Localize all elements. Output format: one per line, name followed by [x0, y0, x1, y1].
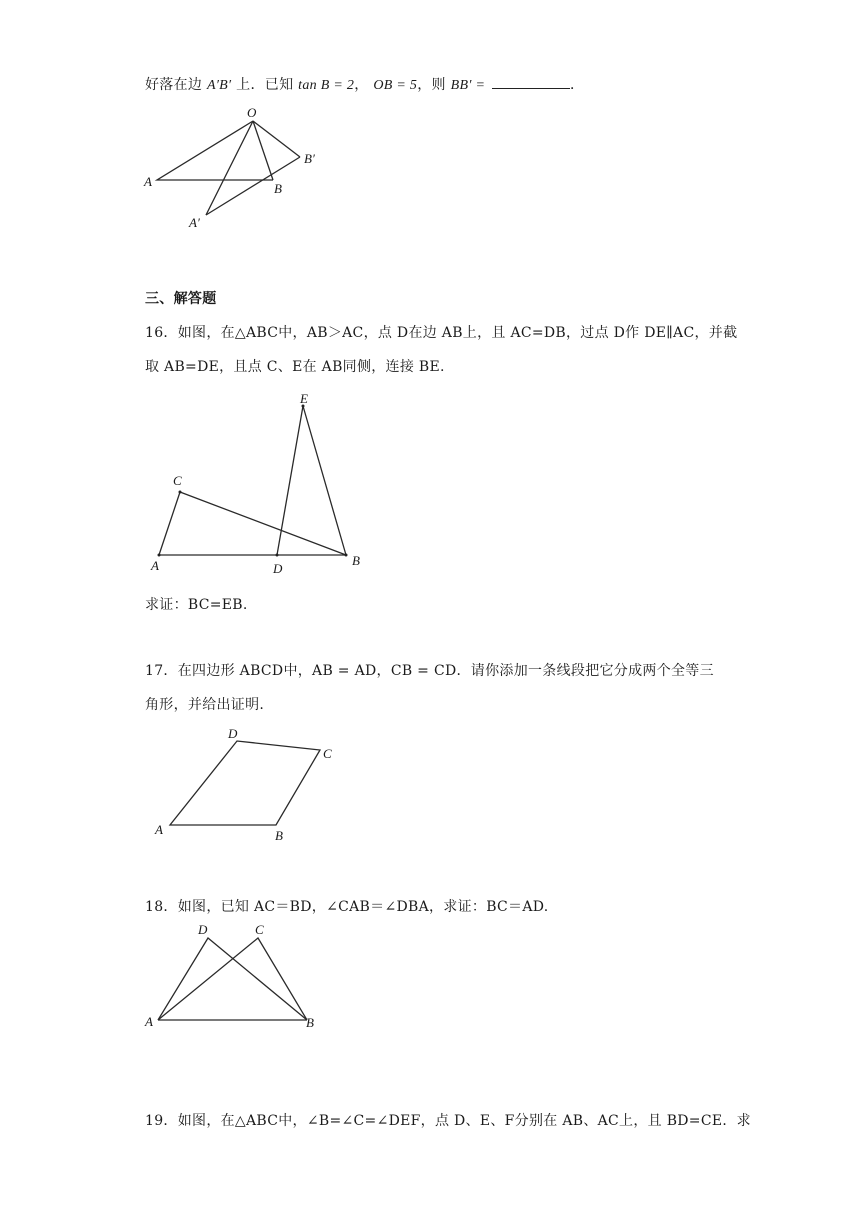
q15-label-Bp: B′ [304, 151, 315, 166]
q18-figure [140, 920, 330, 1035]
q18-segment-AD-DB [158, 938, 307, 1020]
q18-label-D: D [198, 922, 208, 937]
q17-label-C: C [323, 746, 332, 761]
section-title: 三、解答题 [145, 291, 217, 307]
q15-label-O: O [247, 105, 257, 120]
q18-label-A: A [145, 1014, 153, 1029]
q17-line2: 角形，并给出证明. [145, 697, 265, 713]
q16-figure [140, 385, 380, 580]
q15-label-Ap: A′ [189, 215, 200, 230]
answer-blank[interactable] [492, 76, 570, 89]
q18-label-C: C [255, 922, 264, 937]
q16-label-C: C [173, 473, 182, 488]
q17-figure [140, 722, 350, 847]
q18-label-B: B [306, 1015, 314, 1030]
q19-line1: 19．如图，在△ABC中，∠B=∠C=∠DEF，点 D、E、F分别在 AB、AC上，且 BD=CE．求 [145, 1113, 751, 1129]
q15-label-B: B [274, 181, 282, 196]
q17-label-B: B [275, 828, 283, 843]
q15-figure [140, 100, 340, 235]
q17-label-D: D [228, 726, 238, 741]
q15-segment-OB [253, 121, 273, 180]
q16-label-A: A [151, 558, 159, 573]
q15-text-line: 好落在边 A′B′ 上．已知 tan B = 2， OB = 5，则 BB′ = ． [145, 77, 585, 93]
q15-segment: A′B′ [206, 78, 232, 93]
q15-segment-OBp [253, 121, 300, 157]
q16-line1: 16．如图，在△ABC中，AB＞AC，点 D在边 AB上，且 AC=DB，过点 D作 DE∥AC，并截 [145, 325, 738, 341]
q16-segment-AC-CB [159, 492, 346, 555]
q15-ob-expression: OB = 5 [373, 78, 418, 93]
q16-label-E: E [300, 391, 308, 406]
q15-label-A: A [144, 174, 152, 189]
q16-label-D: D [273, 561, 283, 576]
q16-label-B: B [352, 553, 360, 568]
q18-segment-AC-CB [158, 938, 307, 1020]
q15-bb-expression: BB′ = [450, 78, 486, 93]
q15-tan-expression: tan B = 2 [298, 78, 355, 93]
q16-line2: 取 AB=DE，且点 C、E在 AB同侧，连接 BE. [145, 359, 445, 375]
q17-quadrilateral-ABCD [170, 741, 320, 825]
q16-prove: 求证：BC=EB. [145, 597, 248, 613]
q17-label-A: A [155, 822, 163, 837]
q18-line1: 18．如图，已知 AC＝BD，∠CAB＝∠DBA，求证：BC＝AD. [145, 899, 549, 915]
q17-line1: 17．在四边形 ABCD中，AB = AD，CB = CD．请你添加一条线段把它分成两个全等三 [145, 663, 714, 679]
